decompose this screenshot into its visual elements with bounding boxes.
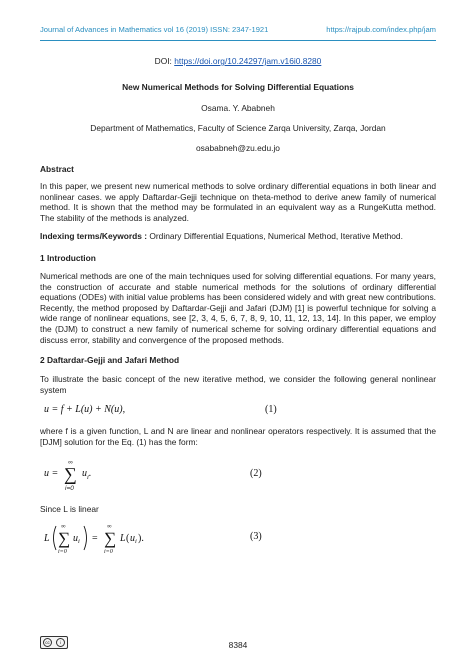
- svg-text:i=0: i=0: [104, 549, 113, 555]
- summation-icon: ∑: [64, 464, 77, 484]
- svg-text:i=0: i=0: [58, 549, 67, 555]
- svg-text:(: (: [126, 533, 130, 544]
- page-footer: [40, 640, 436, 651]
- svg-text:∑: ∑: [104, 529, 117, 548]
- equation-2: [44, 458, 124, 492]
- svg-text:∞: ∞: [61, 523, 66, 530]
- journal-title: Journal of Advances in Mathematics vol 16 (2019) ISSN: 2347-1921: [40, 25, 269, 34]
- section-2-intro: To illustrate the basic concept of the new iterative method, we consider the following general nonlinear system: [40, 374, 436, 395]
- journal-url[interactable]: https://rajpub.com/index.php/jam: [326, 25, 436, 34]
- doi-label: DOI:: [154, 56, 175, 66]
- svg-text:∑: ∑: [58, 529, 71, 548]
- svg-text:∞: ∞: [107, 523, 112, 530]
- svg-text:=: =: [92, 533, 98, 544]
- section-2-linear-text: Since L is linear: [40, 504, 99, 514]
- abstract-heading: Abstract: [40, 164, 74, 174]
- eq2-lhs: u =: [44, 468, 59, 479]
- author-email[interactable]: osababneh@zu.edu.jo: [196, 143, 280, 153]
- equation-1: u = f + L(u) + N(u),: [44, 404, 126, 415]
- eq2-upper-limit: ∞: [68, 459, 73, 466]
- keywords-text: Ordinary Differential Equations, Numerical Method, Iterative Method.: [149, 231, 403, 241]
- equation-3: [42, 520, 172, 556]
- section-1-text: Numerical methods are one of the main techniques used for solving differential equations. For many years, the construction of accurate and stable numerical methods for the solutions of ordinary differential equations (ODEs) with initial value problems has been considered widely and with great new contributions. Recently, the method proposed by Daftardar-Gejji and Jafari (DJM) [1] is powerful technique for solving a wide range of nonlinear equations, see [2, 3, 4, 5, 6, 7, 8, 9, 10, 11, 12, 13, 14]. In this paper, we employ the (DJM) to construct a new family of numerical scheme for solving ordinary differential equations and discuss error, stability and convergence of the proposed methods.: [40, 271, 436, 345]
- author-affiliation: Department of Mathematics, Faculty of Science Zarqa University, Zarqa, Jordan: [90, 123, 386, 133]
- paper-title: New Numerical Methods for Solving Differential Equations: [122, 82, 354, 92]
- section-1-heading: 1 Introduction: [40, 253, 96, 263]
- equation-2-number: (2): [250, 468, 262, 479]
- svg-text:L: L: [44, 533, 50, 544]
- svg-text:u: u: [130, 533, 135, 544]
- abstract-text: In this paper, we present new numerical methods to solve ordinary differential equations in both linear and nonlinear cases. we apply Daftardar-Gejji technique on theta-method to derive anew family of numerical method. It is shown that the method may be formulated in an equivalent way as a RungeKutta method. The stability of the methods is analyzed.: [40, 181, 436, 223]
- svg-text:i: i: [135, 538, 137, 545]
- equation-3-number: (3): [250, 531, 262, 542]
- page-number: 8384: [228, 640, 248, 650]
- section-2-heading: 2 Daftardar-Gejji and Jafari Method: [40, 355, 180, 365]
- author-name: Osama. Y. Ababneh: [201, 103, 275, 113]
- svg-text:u: u: [73, 533, 78, 544]
- doi-line: [40, 56, 436, 67]
- eq2-lower-limit: i=0: [65, 485, 74, 492]
- keywords-line: [40, 231, 436, 242]
- eq2-term-var: u: [82, 468, 87, 479]
- doi-link[interactable]: https://doi.org/10.24297/jam.v16i0.8280: [174, 56, 322, 66]
- svg-text:).: ).: [138, 533, 144, 544]
- svg-text:i: i: [78, 538, 80, 545]
- eq2-term-sub: i: [87, 474, 89, 481]
- eq2-term: $u_i$.: [82, 468, 92, 481]
- keywords-label: Indexing terms/Keywords :: [40, 231, 150, 241]
- svg-text:L: L: [120, 533, 126, 544]
- section-2-after-eq1: where f is a given function, L and N are linear and nonlinear operators respectively. It is assumed that the [DJM] solution for the Eq. (1) has the form:: [40, 426, 436, 447]
- cc-by-icon: cc i: [40, 636, 68, 649]
- header-divider: [40, 40, 436, 41]
- journal-header: [40, 25, 436, 36]
- equation-1-number: (1): [265, 404, 277, 415]
